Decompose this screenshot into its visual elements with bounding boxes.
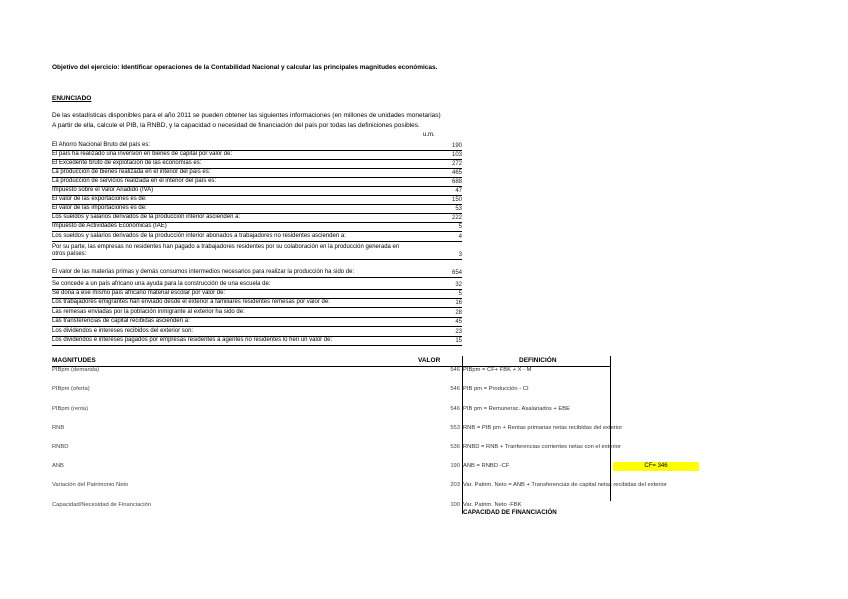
magnitude-name: PIBpm (demanda) — [52, 367, 100, 373]
intro-line-2: A partir de ella, calcule el PIB, la RNBD, y la capacidad o necesidad de financiación del país por todas las definiciones posibles. — [52, 122, 420, 129]
statement-value: 222 — [451, 215, 462, 221]
statement-value: 4 — [458, 234, 462, 240]
statement-value: 654 — [451, 270, 462, 276]
statement-row — [52, 336, 462, 346]
exercise-objective: Objetivo del ejercicio: Identificar operaciones de la Contabilidad Nacional y calcular las principales magnitudes económicas. — [52, 64, 438, 71]
magnitude-value: 190 — [450, 463, 460, 469]
magnitude-name: ANB — [52, 463, 64, 469]
statement-label: Impuesto sobre el Valor Añadido (IVA) — [52, 187, 154, 193]
magnitude-definition: PIB pm = Producción - CI — [463, 386, 529, 392]
statement-value: 272 — [451, 161, 462, 167]
statement-value: 5 — [458, 224, 462, 230]
statement-heading: ENUNCIADO — [52, 95, 92, 102]
statement-value: 103 — [451, 152, 462, 158]
statement-label: Los trabajadores emigrantes han enviado desde el exterior a familiares residentes remesas por valor de: — [52, 299, 330, 305]
column-divider — [462, 356, 463, 514]
financing-capacity-label: CAPACIDAD DE FINANCIACIÓN — [463, 509, 557, 516]
magnitude-value: 546 — [450, 406, 460, 412]
statement-value: 190 — [451, 143, 462, 149]
magnitude-name: RNBD — [52, 444, 69, 450]
statement-label: El valor de las materias primas y demás consumos intermedios necesarios para realizar la producción ha sido de: — [52, 269, 355, 275]
cf-highlight-cell: CF= 346 — [613, 462, 699, 471]
magnitude-name: Variación del Patrimonio Neto — [52, 482, 129, 488]
statement-value: 688 — [451, 179, 462, 185]
magnitude-name: PIBpm (oferta) — [52, 386, 90, 392]
statement-value: 3 — [458, 252, 462, 258]
statement-value: 23 — [455, 329, 462, 335]
magnitude-definition: PIB pm = Remunerac. Asalariados + EBE — [463, 406, 570, 412]
statement-value: 45 — [455, 319, 462, 325]
magnitude-definition: Var. Patrim. Neto -FBK — [463, 502, 522, 508]
magnitudes-header: MAGNITUDES — [52, 357, 96, 364]
statement-value: 16 — [455, 300, 462, 306]
statement-value: 465 — [451, 170, 462, 176]
statement-label: El valor de las exportaciones es de: — [52, 196, 147, 202]
magnitude-name: PIBpm (renta) — [52, 406, 89, 412]
magnitude-definition: PIBpm = CF+ FBK + X - M — [463, 367, 532, 373]
statement-label: La producción de servicios realizada en el interior del país es: — [52, 178, 217, 184]
statement-value: 28 — [455, 310, 462, 316]
statement-label: Los sueldos y salarios derivados de la producción interior ascienden a: — [52, 214, 241, 220]
magnitude-name: RNB — [52, 425, 65, 431]
statement-label: El valor de las importaciones es de: — [52, 205, 147, 211]
magnitude-value: 546 — [450, 386, 460, 392]
statement-label: El Ahorro Nacional Bruto del país es: — [52, 142, 151, 148]
statement-label: Los dividendos e intereses pagados por empresas residentes a agentes no residentes lo hen un valor de: — [52, 337, 333, 343]
magnitude-definition: RNB = PIB pm + Rentas primarias netas recibidas del exterior — [463, 425, 623, 431]
statement-value: 150 — [451, 197, 462, 203]
statement-label: Los sueldos y salarios derivados de la producción interior abonados a trabajadores no residentes ascienden a: — [52, 233, 346, 239]
statement-label: El Excedente bruto de explotación de las economías es: — [52, 160, 202, 166]
magnitude-value: 203 — [450, 482, 460, 488]
statement-label: Se dona a ese mismo país africano material escolar por valor de: — [52, 290, 226, 296]
magnitude-value: 546 — [450, 367, 460, 373]
magnitude-value: 536 — [450, 444, 460, 450]
magnitude-definition: RNBD = RNB + Tranferencias corrientes netas con el exterior — [463, 444, 621, 450]
definition-header: DEFINICIÓN — [519, 357, 557, 364]
unit-label: u.m. — [423, 132, 435, 138]
value-header: VALOR — [418, 357, 441, 364]
statement-row — [52, 241, 462, 260]
statement-label: Impuesto de Actividades Económicas (IAE) — [52, 223, 167, 229]
statement-label: El país ha realizado una inversión en bienes de capital por valor de: — [52, 151, 233, 157]
statement-label: Se concede a un país africano una ayuda para la construcción de una escuela de: — [52, 281, 271, 287]
intro-line-1: De las estadísticas disponibles para el año 2011 se pueden obtener las siguientes informaciones (en millones de unidades monetarias) — [52, 112, 441, 119]
magnitude-definition: Var. Patrim. Neto = ANB + Transferencias de capital netas recibidas del exterior — [463, 482, 667, 488]
statement-value: 15 — [455, 338, 462, 344]
statement-row — [52, 259, 462, 278]
statement-label: La producción de bienes realizada en el interior del país es: — [52, 169, 211, 175]
magnitude-value: 553 — [450, 425, 460, 431]
statement-value: 32 — [455, 282, 462, 288]
statement-label: Los dividendos e intereses recibidos del exterior son: — [52, 328, 194, 334]
magnitude-name: Capacidad/Necesidad de Financiación — [52, 502, 151, 508]
statement-label: Las remesas enviadas por la población inmigrante al exterior ha sido de: — [52, 309, 245, 315]
statement-value: 53 — [455, 206, 462, 212]
statement-label: Por su parte, las empresas no residentes han pagado a trabajadores residentes por su colaboración en la producción generada en otros países: — [52, 244, 400, 257]
magnitude-value: 100 — [450, 502, 460, 508]
statement-label: Las transferencias de capital recibidas ascienden a: — [52, 318, 190, 324]
magnitude-definition: ANB = RNBD -CF — [463, 463, 510, 469]
statement-value: 5 — [458, 291, 462, 297]
statement-value: 47 — [455, 188, 462, 194]
